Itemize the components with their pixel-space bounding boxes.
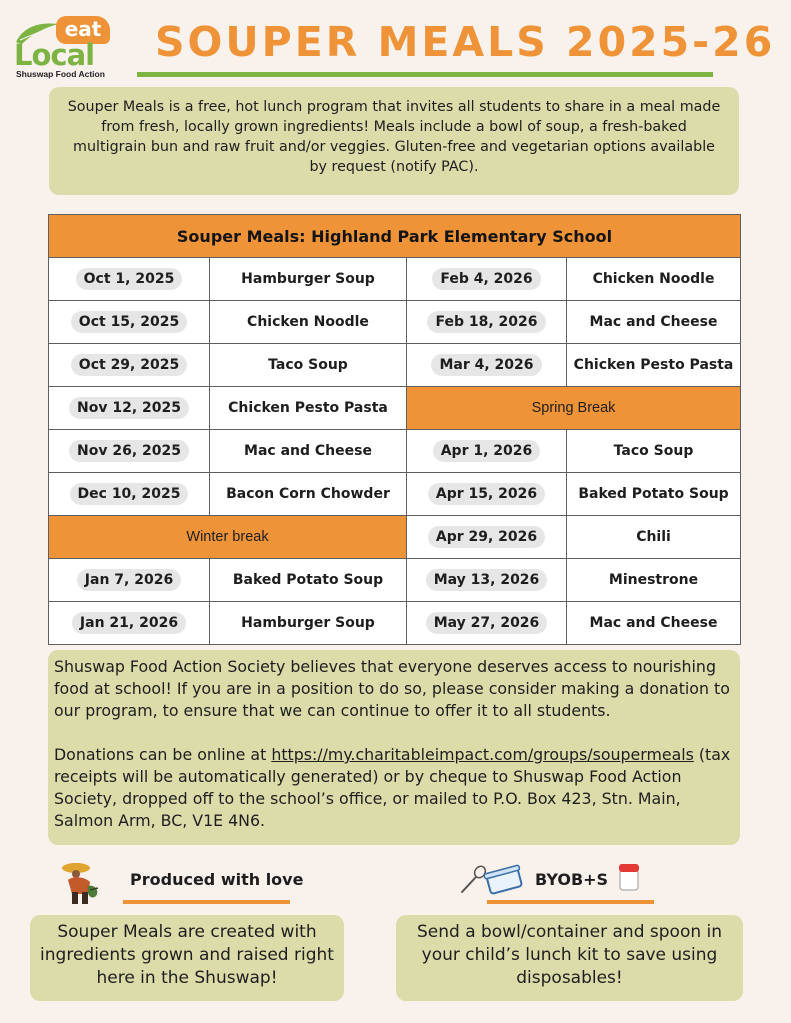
date-pill: May 13, 2026 [426, 569, 548, 591]
meal-cell: Taco Soup [567, 430, 741, 473]
date-pill: Apr 1, 2026 [433, 440, 541, 462]
intro-panel [49, 87, 739, 195]
meal-cell: Mac and Cheese [567, 602, 741, 645]
donation-link[interactable]: https://my.charitableimpact.com/groups/soupermeals [271, 745, 694, 764]
jar-icon [618, 862, 640, 892]
byob-title: BYOB+S [535, 870, 609, 889]
produced-box [30, 915, 344, 1001]
date-cell [49, 559, 210, 602]
produced-underline [123, 900, 290, 904]
donation-paragraph-2 [54, 744, 734, 832]
date-pill: Jan 7, 2026 [77, 569, 181, 591]
schedule-row [49, 301, 741, 344]
intro-text: Souper Meals is a free, hot lunch program that invites all students to share in a meal made from fresh, locally grown ingredients! Meals include a bowl of soup, a fresh-baked multigrain bun and raw fruit and/or veggies. Gluten-free and vegetarian options available by request (notify PAC). [67, 99, 721, 175]
container-icon [484, 864, 526, 896]
meal-cell: Minestrone [567, 559, 741, 602]
schedule-row [49, 387, 741, 430]
date-cell [407, 559, 567, 602]
page-title: SOUPER MEALS 2025-26 [155, 18, 776, 66]
date-pill: Dec 10, 2025 [70, 483, 189, 505]
logo-local: Local [14, 38, 95, 72]
schedule-row [49, 559, 741, 602]
schedule-row [49, 344, 741, 387]
meal-cell: Hamburger Soup [210, 602, 407, 645]
date-cell [49, 387, 210, 430]
schedule-row [49, 473, 741, 516]
date-pill: May 27, 2026 [426, 612, 548, 634]
logo-subtitle: Shuswap Food Action [16, 69, 105, 79]
meal-cell: Bacon Corn Chowder [210, 473, 407, 516]
produced-text: Souper Meals are created with ingredients grown and raised right here in the Shuswap! [40, 922, 334, 988]
date-pill: Feb 18, 2026 [427, 311, 545, 333]
farmer-icon [58, 860, 102, 906]
date-cell [407, 430, 567, 473]
date-pill: Mar 4, 2026 [431, 354, 541, 376]
date-pill: Apr 29, 2026 [428, 526, 545, 548]
meal-cell: Chicken Pesto Pasta [567, 344, 741, 387]
donation-suffix: (tax receipts will be automatically generated) or by cheque to Shuswap Food Action Society, dropped off to the school’s office, or mailed to P.O. Box 423, Stn. Main, Salmon Arm, BC, V1E 4N6. [54, 745, 731, 830]
date-cell [49, 473, 210, 516]
date-pill: Apr 15, 2026 [428, 483, 545, 505]
date-cell [407, 473, 567, 516]
date-cell [407, 516, 567, 559]
date-pill: Nov 26, 2025 [69, 440, 189, 462]
date-cell [407, 344, 567, 387]
byob-text: Send a bowl/container and spoon in your child’s lunch kit to save using disposables! [416, 922, 723, 988]
donation-paragraph-1: Shuswap Food Action Society believes that everyone deserves access to nourishing food at school! If you are in a position to do so, please consider making a donation to our program, to ensure that we can continue to offer it to all students. [54, 657, 730, 720]
schedule-heading: Souper Meals: Highland Park Elementary School [49, 215, 741, 258]
meal-cell: Chicken Pesto Pasta [210, 387, 407, 430]
byob-box [396, 915, 743, 1001]
date-pill: Oct 1, 2025 [76, 268, 183, 290]
date-cell [49, 430, 210, 473]
date-cell [407, 301, 567, 344]
meal-cell: Baked Potato Soup [210, 559, 407, 602]
date-cell [407, 258, 567, 301]
schedule-row [49, 516, 741, 559]
date-cell [49, 344, 210, 387]
donation-panel [48, 650, 740, 845]
date-cell [49, 301, 210, 344]
date-pill: Oct 15, 2025 [71, 311, 187, 333]
title-underline [137, 72, 713, 77]
break-cell: Winter break [49, 516, 407, 559]
meal-cell: Chili [567, 516, 741, 559]
date-pill: Nov 12, 2025 [69, 397, 189, 419]
date-cell [407, 602, 567, 645]
meal-cell: Chicken Noodle [567, 258, 741, 301]
meal-cell: Hamburger Soup [210, 258, 407, 301]
meal-cell: Mac and Cheese [210, 430, 407, 473]
date-cell [49, 602, 210, 645]
meal-cell: Taco Soup [210, 344, 407, 387]
eat-local-logo [12, 14, 122, 80]
date-cell [49, 258, 210, 301]
donation-prefix: Donations can be online at [54, 745, 272, 764]
byob-underline [487, 900, 654, 904]
schedule-row [49, 430, 741, 473]
meal-cell: Chicken Noodle [210, 301, 407, 344]
date-pill: Feb 4, 2026 [432, 268, 540, 290]
schedule-table [48, 214, 741, 645]
meal-cell: Baked Potato Soup [567, 473, 741, 516]
meal-cell: Mac and Cheese [567, 301, 741, 344]
date-pill: Jan 21, 2026 [72, 612, 186, 634]
schedule-row [49, 602, 741, 645]
logo-eat: eat [56, 16, 110, 44]
date-pill: Oct 29, 2025 [71, 354, 187, 376]
schedule-row [49, 258, 741, 301]
produced-title: Produced with love [130, 870, 304, 889]
break-cell: Spring Break [407, 387, 741, 430]
